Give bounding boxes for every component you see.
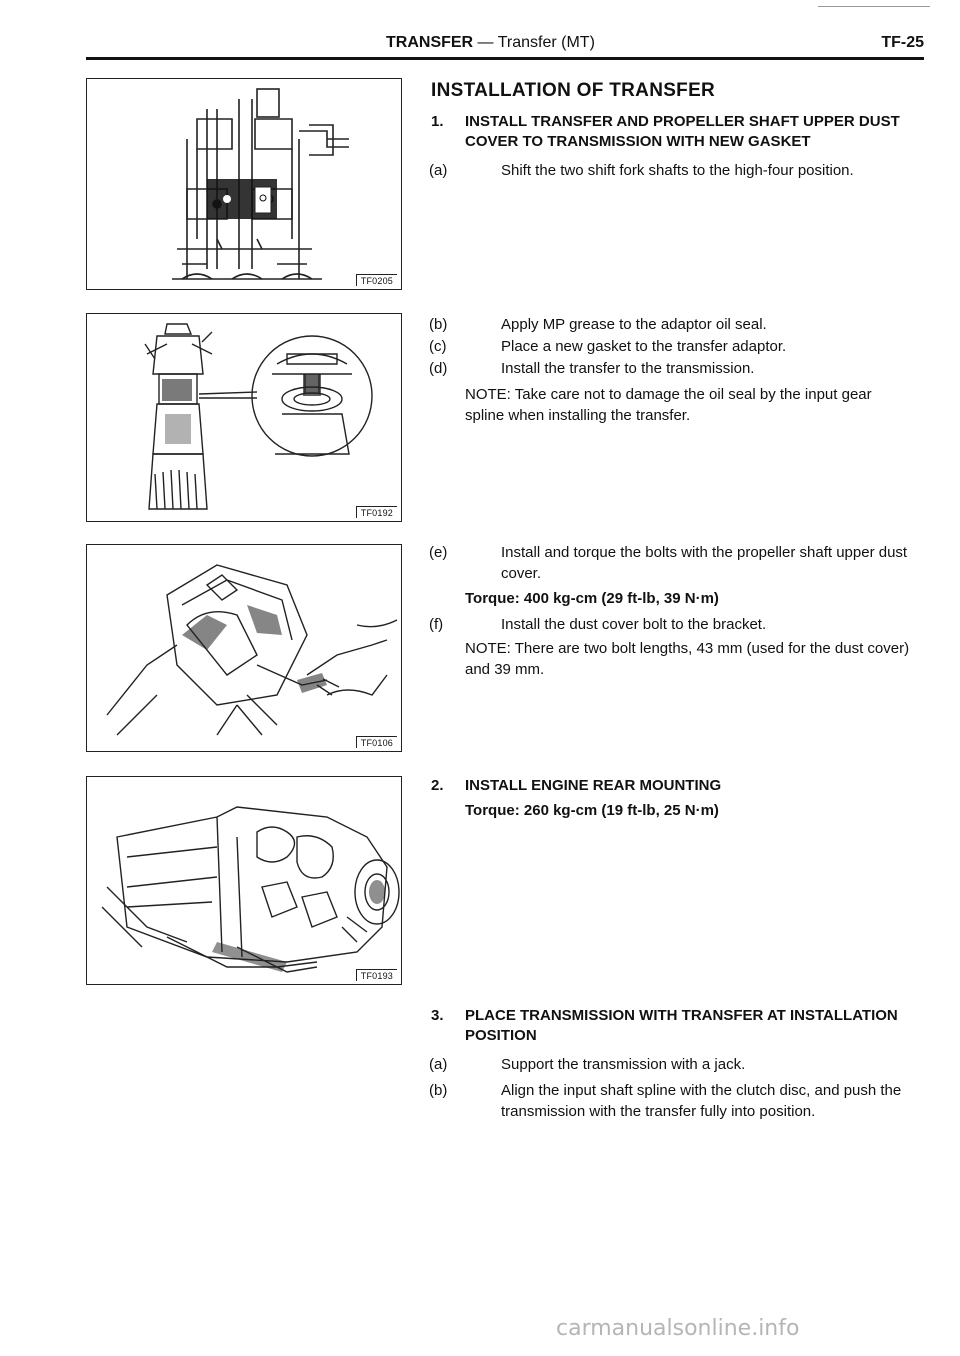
figure-adaptor-oil-seal: [86, 313, 402, 522]
corner-mark: [818, 6, 930, 7]
step-1e: (e) Install and torque the bolts with the propeller shaft upper dust cover.: [429, 544, 908, 582]
page-number: TF-25: [881, 34, 924, 51]
header-title: TRANSFER — Transfer (MT): [386, 34, 595, 51]
step-3a: (a) Support the transmission with a jack.: [429, 1056, 746, 1073]
step-1-number: 1.: [431, 113, 444, 130]
figure-engine-rear-mounting: [86, 776, 402, 985]
step-2-number: 2.: [431, 777, 444, 794]
step-3b: (b) Align the input shaft spline with the clutch disc, and push the transmission with the transfer fully into position.: [429, 1082, 902, 1120]
torque-dust-cover-bolts: Torque: 400 kg-cm (29 ft-lb, 39 N·m): [465, 590, 719, 607]
step-1-title: INSTALL TRANSFER AND PROPELLER SHAFT UPPER DUST COVER TO TRANSMISSION WITH NEW GASKET: [465, 113, 900, 150]
header-rule: [86, 57, 924, 60]
shift-fork-illustration: [87, 79, 403, 291]
note-oil-seal: NOTE: Take care not to damage the oil seal by the input gear spline when installing the transfer.: [465, 386, 872, 424]
section-title: INSTALLATION OF TRANSFER: [431, 80, 716, 101]
dust-cover-bolt-illustration: [87, 545, 403, 753]
transfer-adaptor-illustration: [87, 314, 403, 523]
transmission-jack-illustration: [87, 777, 403, 986]
step-1d: (d) Install the transfer to the transmission.: [429, 360, 755, 377]
figure-code: TF0193: [356, 969, 397, 981]
step-2-title: INSTALL ENGINE REAR MOUNTING: [465, 777, 722, 794]
step-3-title: PLACE TRANSMISSION WITH TRANSFER AT INSTALLATION POSITION: [465, 1007, 898, 1044]
figure-dust-cover-bolts: [86, 544, 402, 752]
page-header: [86, 30, 924, 56]
watermark: carmanualsonline.info: [556, 1316, 800, 1341]
figure-code: TF0106: [356, 736, 397, 748]
step-1f: (f) Install the dust cover bolt to the bracket.: [429, 616, 767, 633]
figure-code: TF0205: [356, 274, 397, 286]
step-3-number: 3.: [431, 1007, 444, 1024]
step-1c: (c) Place a new gasket to the transfer adaptor.: [429, 338, 787, 355]
figure-shift-fork-shafts: [86, 78, 402, 290]
figure-code: TF0192: [356, 506, 397, 518]
note-bolt-lengths: NOTE: There are two bolt lengths, 43 mm (used for the dust cover) and 39 mm.: [465, 640, 910, 678]
step-1b: (b) Apply MP grease to the adaptor oil seal.: [429, 316, 767, 333]
torque-engine-rear-mounting: Torque: 260 kg-cm (19 ft-lb, 25 N·m): [465, 802, 719, 819]
step-1a: (a) Shift the two shift fork shafts to the high-four position.: [429, 162, 854, 179]
